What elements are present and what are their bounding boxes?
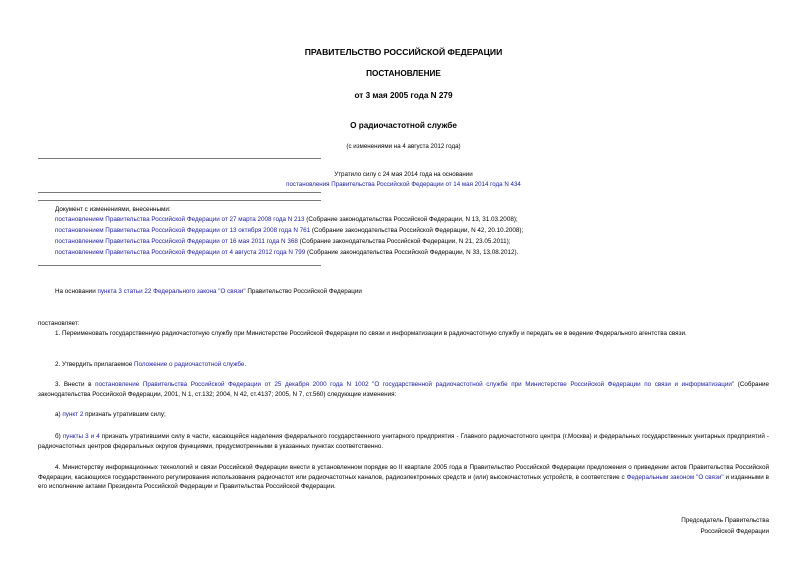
paragraph-b: б) пункты 3 и 4 признать утратившими силу в части, касающейся наделения федерального государственного унитарного предприятия - Главного радиочастотного центра (г.Москва) и федеральных государственных унитарных предприятий - радиочастотных центров федеральных округов функциями, предусмотренными в указанных пунктах соответственно. bbox=[38, 433, 770, 450]
amendment-link[interactable]: постановлением Правительства Российской Федерации от 27 марта 2008 года N 213 bbox=[55, 216, 305, 223]
amendment-link[interactable]: постановлением Правительства Российской Федерации от 16 мая 2011 года N 368 bbox=[55, 238, 298, 245]
amendment-item bbox=[55, 215, 518, 225]
revision-note: (с изменениями на 4 августа 2012 года) bbox=[346, 143, 461, 150]
divider bbox=[38, 265, 321, 266]
amendment-source: (Собрание законодательства Российской Федерации, N 42, 20.10.2008); bbox=[310, 227, 524, 234]
amendment-item bbox=[55, 237, 510, 247]
amendment-source: (Собрание законодательства Российской Федерации, N 21, 23.05.2011); bbox=[297, 238, 511, 245]
amendment-item bbox=[55, 226, 523, 236]
signature-title: Председатель Правительства bbox=[681, 517, 769, 524]
amendment-link[interactable]: постановлением Правительства Российской Федерации от 13 октября 2008 года N 761 bbox=[55, 227, 311, 234]
date-number-heading: от 3 мая 2005 года N 279 bbox=[354, 91, 453, 100]
paragraph-a: а) пункт 2 признать утратившим силу; bbox=[55, 411, 166, 418]
divider bbox=[38, 192, 321, 193]
decree-link[interactable]: постановление Правительства Российской Федерации от 25 декабря 2000 года N 1002 "О государственной радиочастотной службе при Министерстве Российской Федерации по связи и информатизации" bbox=[95, 381, 735, 388]
divider bbox=[38, 200, 321, 201]
basis-paragraph: На основании пункта 3 статьи 22 Федерального закона "О связи" Правительство Российской Федерации bbox=[55, 288, 362, 295]
amendment-link[interactable]: постановлением Правительства Российской Федерации от 4 августа 2012 года N 799 bbox=[55, 249, 306, 256]
regulation-link[interactable]: Положение о радиочастотной службе bbox=[133, 361, 245, 368]
amendment-source: (Собрание законодательства Российской Федерации, N 13, 31.03.2008); bbox=[304, 216, 518, 223]
status-line: Утратило силу с 24 мая 2014 года на основании bbox=[334, 171, 473, 178]
paragraph-2: 2. Утвердить прилагаемое Положение о радиочастотной службе. bbox=[55, 361, 247, 368]
org-heading: ПРАВИТЕЛЬСТВО РОССИЙСКОЙ ФЕДЕРАЦИИ bbox=[304, 47, 503, 57]
document-title: О радиочастотной службе bbox=[350, 121, 457, 130]
repeal-link[interactable]: постановления Правительства Российской Федерации от 14 мая 2014 года N 434 bbox=[286, 181, 521, 188]
signature-subtitle: Российской Федерации bbox=[700, 528, 769, 535]
amendments-intro: Документ с изменениями, внесенными: bbox=[55, 206, 171, 213]
amendment-source: (Собрание законодательства Российской Федерации, N 33, 13.08.2012). bbox=[305, 249, 519, 256]
amendment-item bbox=[55, 248, 518, 258]
paragraph-1: 1. Переименовать государственную радиочастотную службу при Министерстве Российской Федерации по связи и информатизации в радиочастотную службу и передать ее в ведение Федерального агентства связи. bbox=[55, 330, 687, 337]
law-link[interactable]: пункта 3 статьи 22 Федерального закона "О связи" bbox=[97, 288, 246, 295]
doc-type-heading: ПОСТАНОВЛЕНИЕ bbox=[366, 69, 441, 78]
paragraph-3: 3. Внести в постановление Правительства Российской Федерации от 25 декабря 2000 года N 1002 "О государственной радиочастотной службе при Министерстве Российской Федерации по связи и информатизации" (Собрание законодательства Российской Федерации, 2001, N 1, ст.132; 2004, N 42, ст.4137; 2005, N 7, ст.560) следующие изменения: bbox=[38, 381, 769, 398]
clauses-3-4-link[interactable]: пункты 3 и 4 bbox=[62, 433, 100, 440]
paragraph-4: 4. Министерству информационных технологий и связи Российской Федерации внести в установленном порядке во II квартале 2005 года в Правительство Российской Федерации предложения о приведении актов Правительства Российской Федерации, касающихся государственного регулирования использования радиочастот или радиочастотных каналов, радиоэлектронных средств и (или) высокочастотных устройств, в соответствие с Федеральным законом "О связи" и изданными в его исполнение актами Президента Российской Федерации и Правительства Российской Федерации. bbox=[38, 464, 769, 491]
clause-2-link[interactable]: пункт 2 bbox=[62, 411, 84, 418]
federal-law-link[interactable]: Федеральным законом "О связи" bbox=[626, 473, 724, 481]
decides-label: постановляет: bbox=[38, 320, 80, 327]
divider bbox=[38, 158, 321, 159]
